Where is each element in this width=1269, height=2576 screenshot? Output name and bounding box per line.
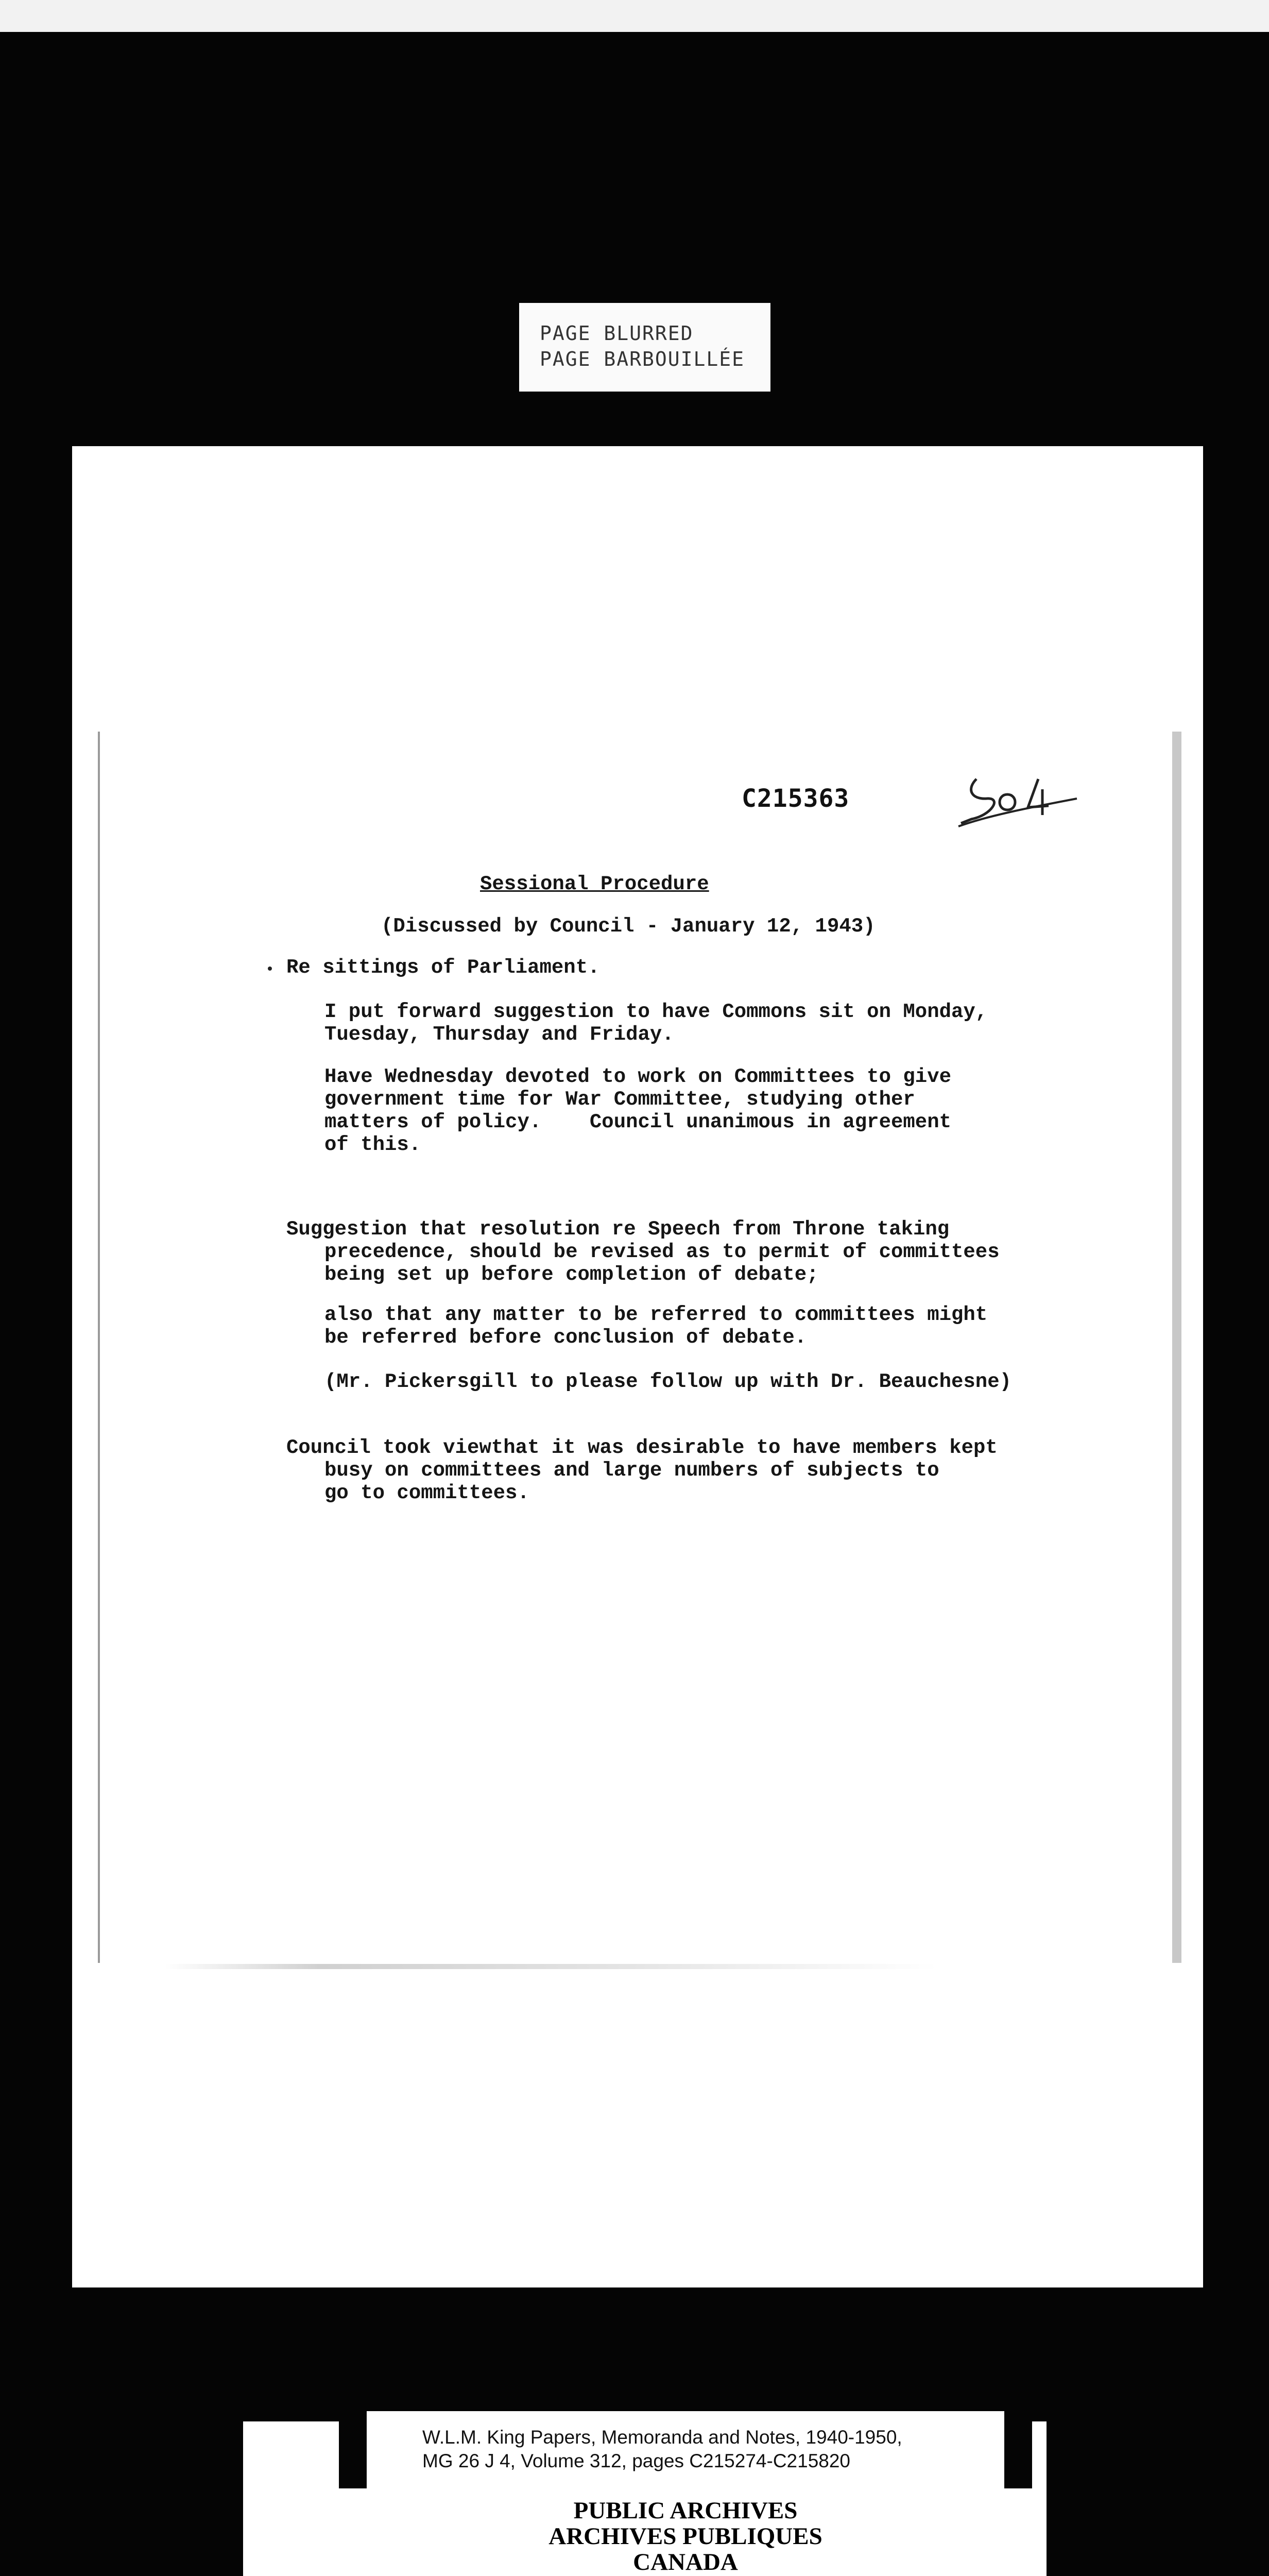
blur-notice-english: PAGE BLURRED — [540, 322, 694, 345]
memo-line: busy on committees and large numbers of subjects to — [324, 1459, 939, 1482]
memo-line: Suggestion that resolution re Speech from Throne taking — [286, 1218, 950, 1241]
memo-subtitle: (Discussed by Council - January 12, 1943) — [381, 915, 876, 938]
citation-line: W.L.M. King Papers, Memoranda and Notes, 1940-1950, — [422, 2427, 902, 2448]
memo-line: I put forward suggestion to have Commons sit on Monday, — [324, 1001, 988, 1023]
archives-line-french: ARCHIVES PUBLIQUES — [548, 2523, 822, 2550]
margin-dot — [268, 967, 272, 971]
blur-notice-french: PAGE BARBOUILLÉE — [540, 348, 745, 370]
scan-edge-shadow — [165, 1964, 937, 1969]
memo-line: Tuesday, Thursday and Friday. — [324, 1023, 674, 1046]
memo-title: Sessional Procedure — [480, 873, 709, 895]
document-number: C215363 — [742, 784, 850, 813]
memo-line: Council took viewthat it was desirable to have members kept — [286, 1436, 998, 1459]
memo-line: precedence, should be revised as to permit of committees — [324, 1241, 1000, 1263]
page-blurred-notice — [519, 303, 770, 392]
memo-line: go to committees. — [324, 1482, 529, 1504]
archives-line-country: CANADA — [633, 2549, 738, 2575]
memo-line: also that any matter to be referred to committees might — [324, 1303, 988, 1326]
memo-line: Have Wednesday devoted to work on Committees to give — [324, 1065, 951, 1088]
archives-line-english: PUBLIC ARCHIVES — [573, 2497, 798, 2524]
memo-line: of this. — [324, 1133, 421, 1156]
card-notch-right — [1004, 2411, 1032, 2488]
memo-line: being set up before completion of debate; — [324, 1263, 819, 1286]
memo-line: Re sittings of Parliament. — [286, 956, 600, 979]
memo-line: matters of policy. Council unanimous in agreement — [324, 1111, 951, 1133]
folio-handwritten-number — [956, 758, 1079, 836]
memo-line: (Mr. Pickersgill to please follow up with Dr. Beauchesne) — [324, 1370, 1012, 1393]
memo-line: be referred before conclusion of debate. — [324, 1326, 807, 1349]
film-top-strip — [0, 0, 1269, 32]
archives-stamp — [367, 2498, 1004, 2575]
memo-line: government time for War Committee, studying other — [324, 1088, 915, 1111]
citation — [422, 2426, 902, 2473]
citation-line: MG 26 J 4, Volume 312, pages C215274-C215820 — [422, 2450, 851, 2471]
card-notch-left — [339, 2411, 367, 2488]
